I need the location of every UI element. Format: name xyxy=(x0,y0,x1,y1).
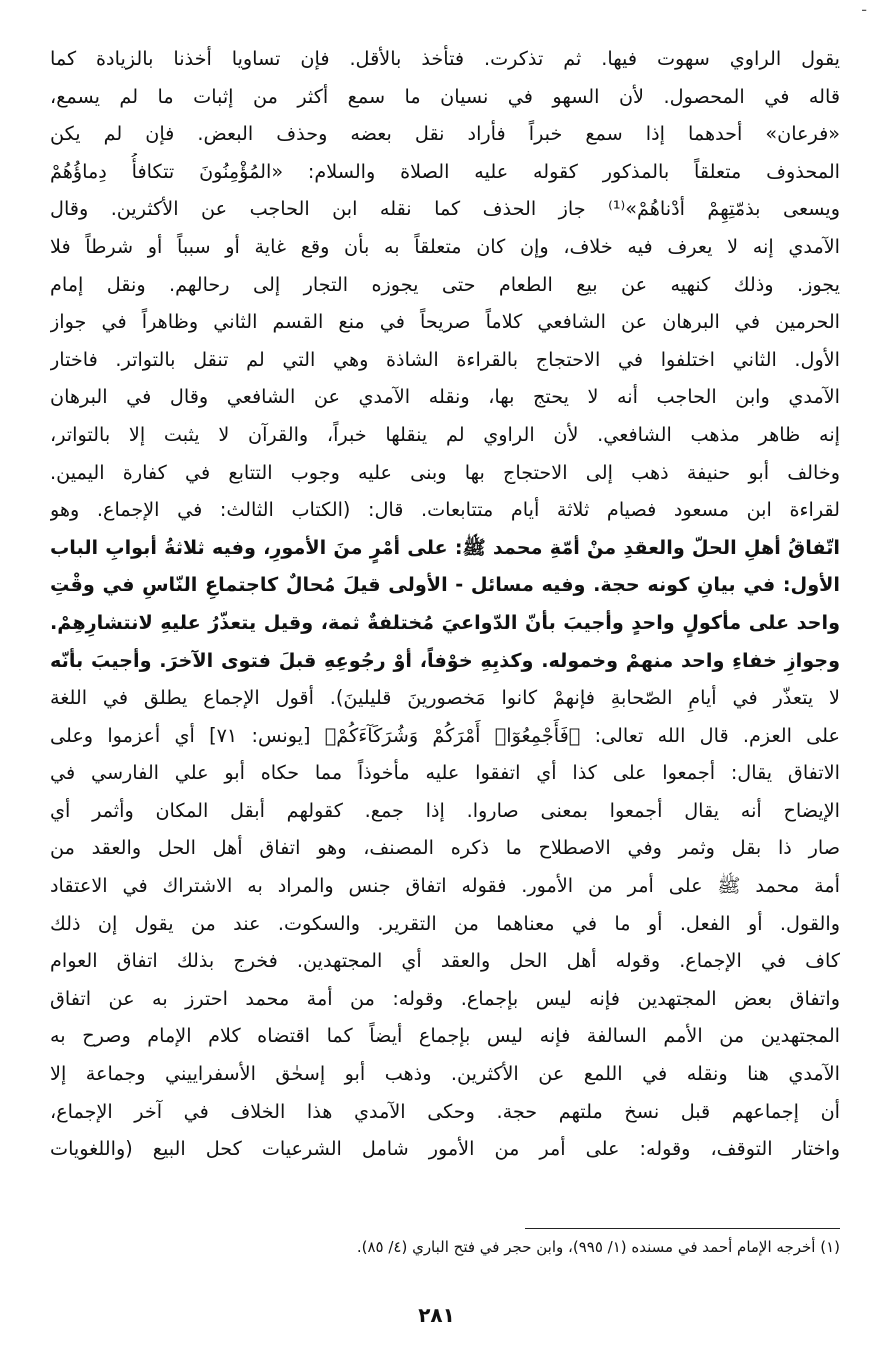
text-line: ويسعى بذمّتِهِمْ أدْناهُمْ»⁽¹⁾ جاز الحذف كما نقله ابن الحاجب عن الأكثرين. وقال xyxy=(50,197,840,221)
text-line: إنه ظاهر مذهب الشافعي. لأن الراوي لم ينقلها خبراً، والقرآن لا يثبت إلا بالتواتر، xyxy=(50,422,840,446)
text-line: والقول. أو الفعل. أو ما في معناهما من التقرير. والسكوت. عند من يقول إن ذلك xyxy=(50,911,840,935)
text-line: أمة محمد ﷺ على أمر من الأمور. فقوله اتفاق جنس والمراد به الاشتراك في الاعتقاد xyxy=(50,874,840,898)
text-line: المحذوف متعلقاً بالمذكور كقوله عليه الصلاة والسلام: «المُؤْمِنُونَ تتكافأُ دِماؤُهُمْ xyxy=(50,159,840,183)
corner-mark: - xyxy=(861,0,867,19)
text-line-matn: وجوازِ خفاءِ واحد منهمْ وخموله. وكذبِهِ خوْفاً، أوْ رجُوعِهِ قبلَ فتوى الآخرَ. وأجيبَ بأنّه xyxy=(50,648,840,672)
text-line: الاتفاق يقال: أجمعوا على كذا أي اتفقوا عليه مأخوذاً مما حكاه أبو علي الفارسي في xyxy=(50,761,840,785)
text-line-matn: الأول: في بيانِ كونه حجة. وفيه مسائل - الأولى قيلَ مُحالٌ كاجتماعِ النّاسِ في وقْتِ xyxy=(50,573,840,597)
text-line: على العزم. قال الله تعالى: ﴿فَأَجْمِعُوٓا۟ أَمْرَكُمْ وَشُرَكَآءَكُمْ﴾ [يونس: ٧١] أي أعزموا وعلى xyxy=(50,723,840,747)
footnote: (١) أخرجه الإمام أحمد في مسنده (١/ ٩٩٥)، وابن حجر في فتح الباري (٤/ ٨٥). xyxy=(356,1238,840,1256)
text-line: وخالف أبو حنيفة ذهب إلى الاحتجاج بها وبنى عليه وجوب التتابع في كفارة اليمين. xyxy=(50,460,840,484)
text-line: لا يتعذّر في أيامِ الصّحابةِ فإنهمْ كانوا مَخصورينَ قليلينَ). أقول الإجماع يطلق في اللغة xyxy=(50,686,840,710)
text-line: قاله في المحصول. لأن السهو في نسيان ما سمع أكثر من إثبات ما لم يسمع، xyxy=(50,84,840,108)
text-line: صار ذا بقل وثمر وفي الاصطلاح ما ذكره المصنف، وهو اتفاق أهل الحل والعقد من xyxy=(50,836,840,860)
text-line: المجتهدين من الأمم السالفة فإنه ليس بإجماع أيضاً كما اقتضاه كلام الإمام وصرح به xyxy=(50,1024,840,1048)
main-text-block xyxy=(50,40,840,1168)
footnote-divider xyxy=(525,1228,840,1229)
text-line: الحرمين في البرهان عن الشافعي كلاماً صريحاً في منع القسم الثاني وظاهراً في جواز xyxy=(50,310,840,334)
text-line: الإيضاح أنه يقال أجمعوا بمعنى صاروا. إذا جمع. كقولهم أبقل المكان وأثمر أي xyxy=(50,798,840,822)
page-number: ٢٨١ xyxy=(418,1303,455,1327)
text-line: أن إجماعهم قبل نسخ ملتهم حجة. وحكى الآمدي هذا الخلاف في آخر الإجماع، xyxy=(50,1099,840,1123)
text-line-matn: اتّفاقُ أهلِ الحلّ والعقدِ منْ أمّةِ محمد ﷺ: على أمْرٍ منَ الأمورِ، وفيه ثلاثةُ أبوابِ الباب xyxy=(50,535,840,559)
text-line: الآمدي وابن الحاجب أنه لا يحتج بها، ونقله الآمدي عن الشافعي وقال في البرهان xyxy=(50,385,840,409)
text-line: يجوز. وذلك كنهيه عن بيع الطعام حتى يجوزه التجار إلى رحالهم. ونقل إمام xyxy=(50,272,840,296)
text-line: يقول الراوي سهوت فيها. ثم تذكرت. فتأخذ بالأقل. فإن تساويا أخذنا بالزيادة كما xyxy=(50,47,840,70)
text-line-matn: واحد على مأكولٍ واحدٍ وأجيبَ بأنّ الدّواعيَ مُختلفةٌ ثمة، وقيل يتعذّرُ عليهِ لانتشارِهِمْ. xyxy=(50,610,840,634)
text-line: الأول. الثاني اختلفوا في الاحتجاج بالقراءة الشاذة وهي التي لم تنقل بالتواتر. فاختار xyxy=(50,347,840,371)
text-line: «فرعان» أحدهما إذا سمع خبراً فأراد نقل بعضه وحذف البعض. فإن لم يكن xyxy=(50,122,840,146)
text-line: واتفاق بعض المجتهدين فإنه ليس بإجماع. وقوله: من أمة محمد احترز به عن اتفاق xyxy=(50,986,840,1010)
text-line: الآمدي إنه لا يعرف فيه خلاف، وإن كان متعلقاً به بأن وقع غاية أو سبباً أو شرطاً فلا xyxy=(50,234,840,258)
text-line: واختار التوقف، وقوله: على أمر من الأمور شامل الشرعيات كحل البيع (واللغويات xyxy=(50,1137,840,1161)
text-line: لقراءة ابن مسعود فصيام ثلاثة أيام متتابعات. قال: (الكتاب الثالث: في الإجماع. وهو xyxy=(50,498,840,522)
text-line: الآمدي هنا ونقله في اللمع عن الأكثرين. وذهب أبو إسحٰق الأسفراييني وجماعة إلا xyxy=(50,1062,840,1086)
text-line: كاف في الإجماع. وقوله أهل الحل والعقد أي المجتهدين. فخرج بذلك اتفاق العوام xyxy=(50,949,840,973)
